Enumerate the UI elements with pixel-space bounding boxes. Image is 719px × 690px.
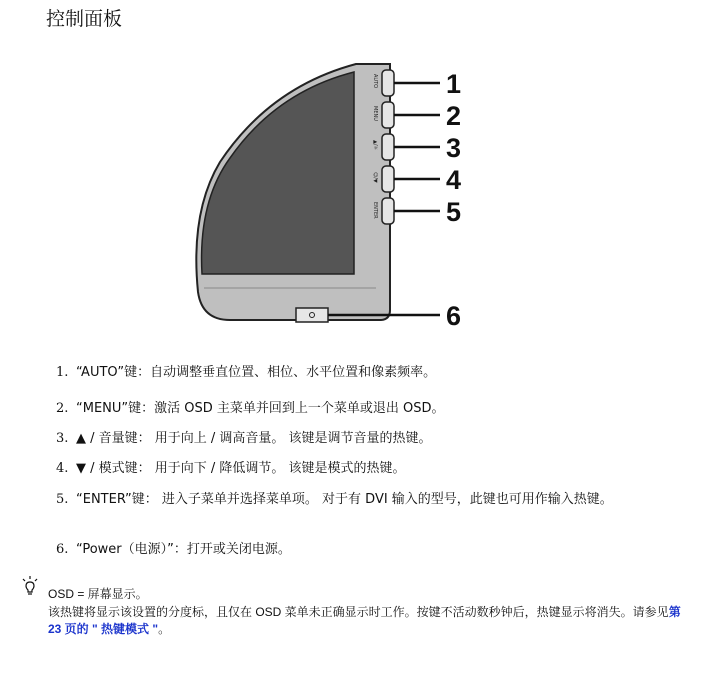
page-title: 控制面板	[46, 8, 123, 30]
button-label-down: ☺/▼	[372, 172, 378, 183]
auto-button[interactable]	[382, 70, 394, 96]
list-item: 6. “Power（电源）”：打开或关闭电源。	[56, 542, 291, 557]
menu-button[interactable]	[382, 102, 394, 128]
callout-3: 3	[446, 133, 462, 163]
list-item: 5. “ENTER”键： 进入子菜单并选择菜单项。 对于有 DVI 输入的型号，此键也可用作输入热键。	[56, 492, 613, 507]
button-label-auto: AUTO	[372, 74, 378, 89]
up-volume-button[interactable]	[382, 134, 394, 160]
hotkey-mode-link[interactable]: 第 23 页的 " 热键模式 "	[48, 605, 681, 636]
lightbulb-icon	[18, 574, 42, 596]
callout-6: 6	[446, 301, 462, 331]
callout-4: 4	[446, 165, 462, 195]
down-mode-button[interactable]	[382, 166, 394, 192]
control-panel-illustration	[190, 62, 480, 334]
enter-button[interactable]	[382, 198, 394, 224]
note-title: OSD = 屏幕显示。	[48, 587, 148, 601]
list-item: 2. “MENU”键：激活 OSD 主菜单并回到上一个菜单或退出 OSD。	[56, 401, 445, 416]
button-label-menu: MENU	[372, 106, 378, 121]
button-label-enter: ENTER	[372, 202, 378, 219]
side-buttons	[382, 70, 394, 224]
monitor-bezel-drawing	[190, 62, 480, 334]
callout-5: 5	[446, 197, 462, 227]
list-item: 4. ▼ / 模式键： 用于向下 / 降低调节。 该键是模式的热键。	[56, 461, 406, 476]
callout-2: 2	[446, 101, 462, 131]
list-item: 1. “AUTO”键：自动调整垂直位置、相位、水平位置和像素频率。	[56, 365, 437, 380]
callout-1: 1	[446, 69, 462, 99]
list-item: 3. ▲ / 音量键： 用于向上 / 调高音量。 该键是调节音量的热键。	[56, 431, 432, 446]
note-body: 该热键将显示该设置的分度标，且仅在 OSD 菜单未正确显示时工作。按键不活动数秒钟后，热键显示将消失。请参见第 23 页的 " 热键模式 "。	[48, 605, 681, 636]
button-label-up: ▲/☼	[372, 140, 378, 151]
power-button[interactable]	[296, 308, 328, 322]
